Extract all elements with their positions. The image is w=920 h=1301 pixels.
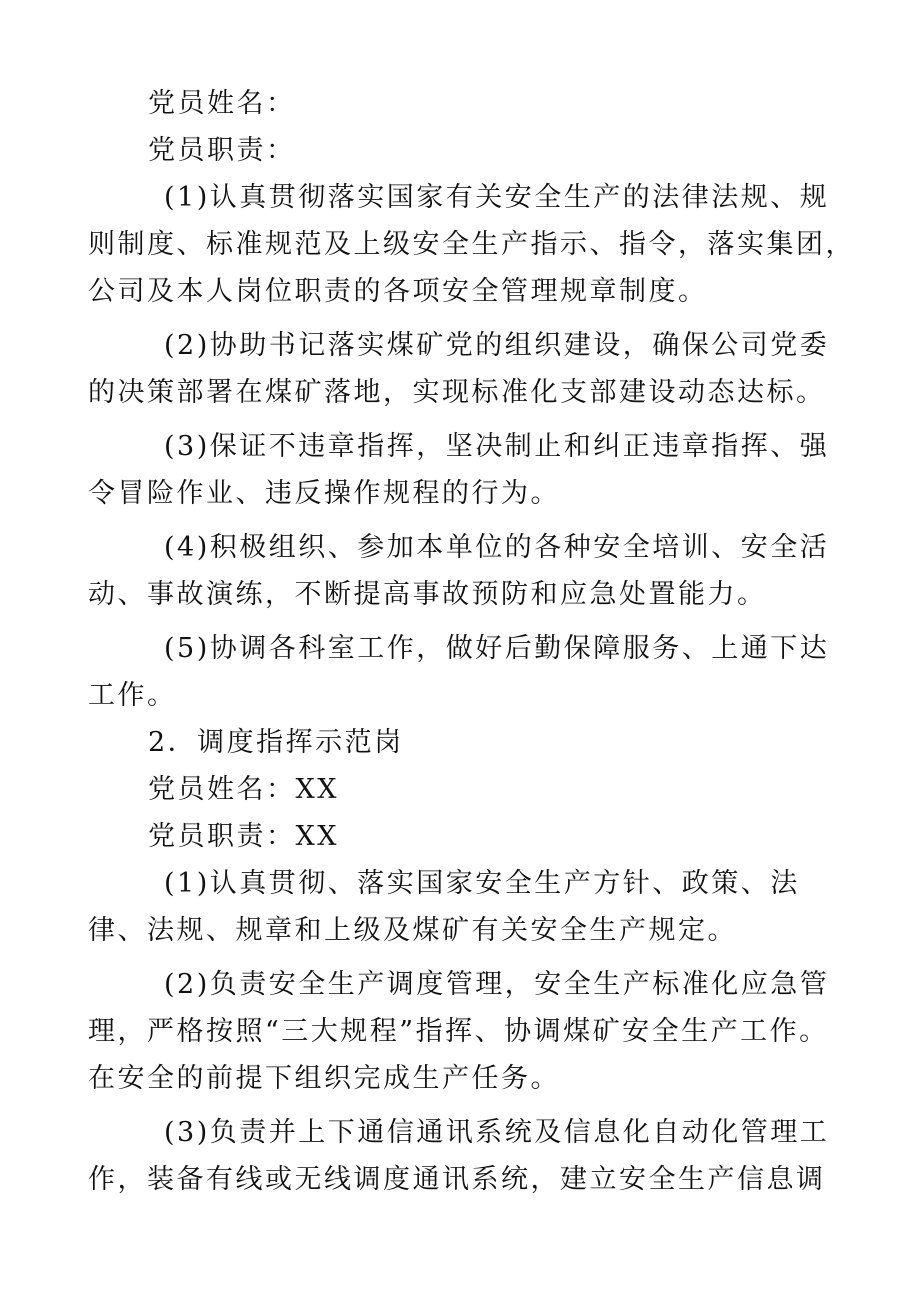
document-page [88,88,855,1211]
paragraph-line: 公司及本人岗位职责的各项安全管理规章制度。 [88,276,708,307]
paragraph-line: (2)协助书记落实煤矿党的组织建设，确保公司党委 [164,330,830,361]
paragraph-line: (1)认真贯彻、落实国家安全生产方针、政策、法 [164,868,800,899]
duty-item-2 [88,969,848,1095]
duty-item-1 [88,182,855,308]
paragraph-line: (4)积极组织、参加本单位的各种安全培训、安全活 [164,532,830,563]
paragraph-line: (5)协调各科室工作，做好后勤保障服务、上通下达 [164,633,830,664]
member-duty-label: 党员职责：XX [148,821,339,852]
duty-item-3 [88,431,848,510]
paragraph-line: (3)保证不违章指挥，坚决制止和纠正违章指挥、强 [164,431,830,462]
duty-item-3 [88,1117,848,1196]
section-heading: 2．调度指挥示范岗 [148,727,404,758]
member-name-label: 党员姓名： [148,88,296,119]
paragraph-line: 则制度、标准规范及上级安全生产指示、指令，落实集团， [88,229,855,260]
duty-item-2 [88,330,848,409]
member-duty-label: 党员职责： [148,135,296,166]
paragraph-line: 作，装备有线或无线调度通讯系统，建立安全生产信息调 [88,1164,826,1195]
paragraph-line: 律、法规、规章和上级及煤矿有关安全生产规定。 [88,915,737,946]
paragraph-line: (3)负责并上下通信通讯系统及信息化自动化管理工 [164,1117,830,1148]
paragraph-line: 工作。 [88,680,177,711]
paragraph-line: (2)负责安全生产调度管理，安全生产标准化应急管 [164,969,830,1000]
member-name-label: 党员姓名：XX [148,774,339,805]
paragraph-line: (1)认真贯彻落实国家有关安全生产的法律法规、规 [164,182,830,213]
paragraph-line: 令冒险作业、违反操作规程的行为。 [88,478,560,509]
duty-item-1 [88,868,848,947]
duty-item-4 [88,532,848,611]
paragraph-line: 理，严格按照“三大规程”指挥、协调煤矿安全生产工作。 [88,1016,829,1047]
duty-item-5 [88,633,848,712]
paragraph-line: 在安全的前提下组织完成生产任务。 [88,1063,560,1094]
paragraph-line: 动、事故演练，不断提高事故预防和应急处置能力。 [88,579,767,610]
paragraph-line: 的决策部署在煤矿落地，实现标准化支部建设动态达标。 [88,377,826,408]
